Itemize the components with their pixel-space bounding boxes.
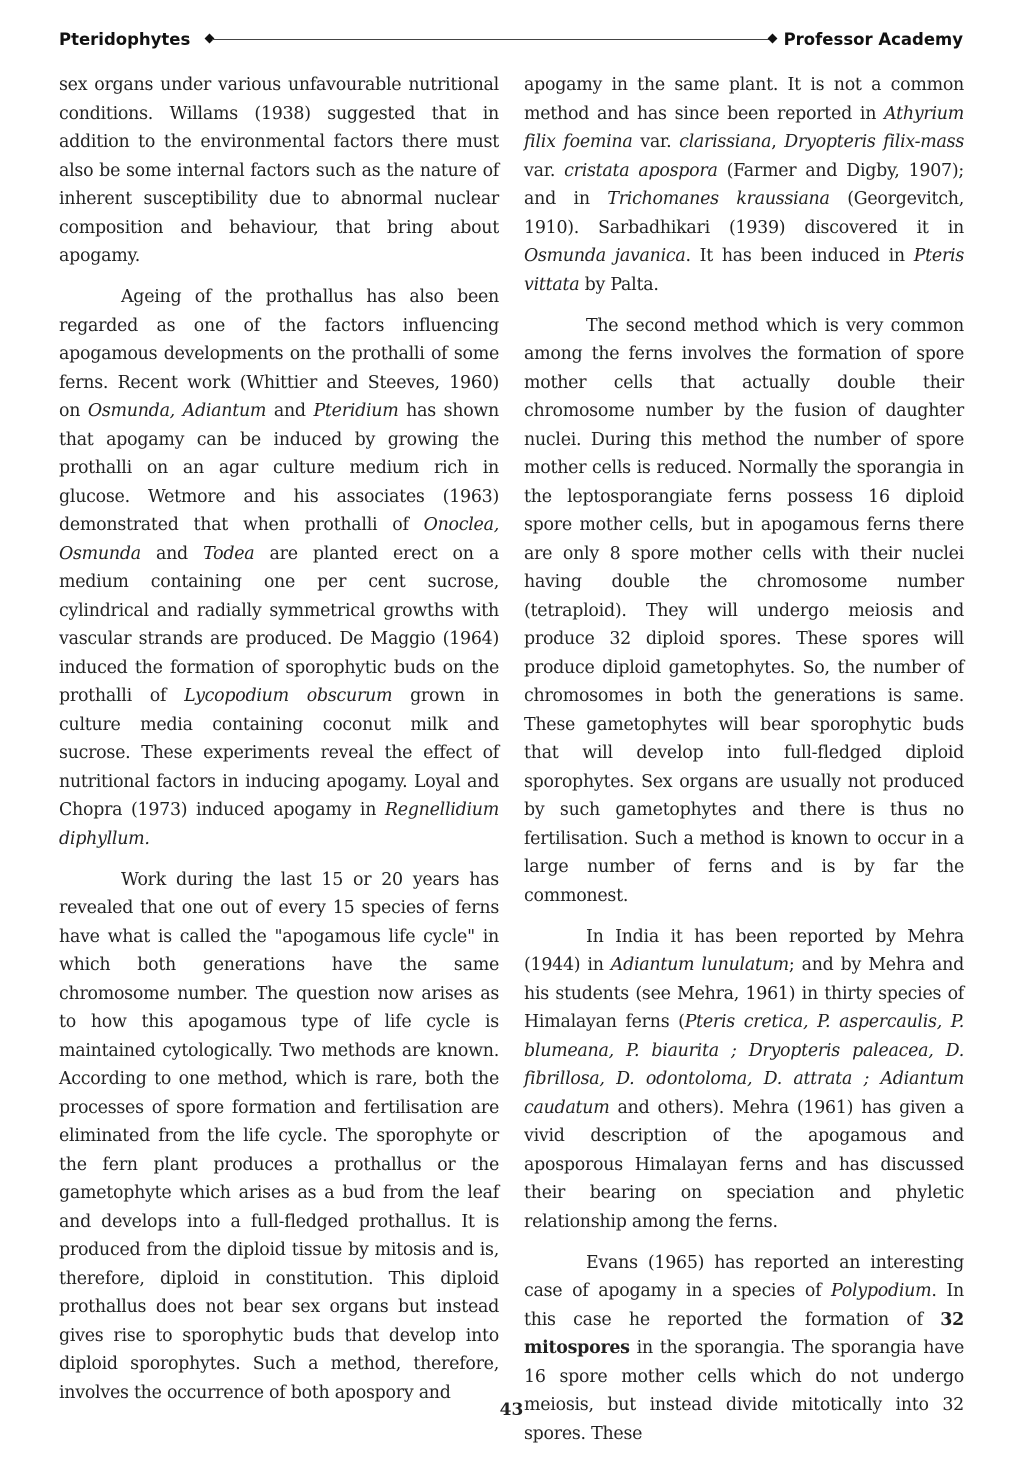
header-right-title: Professor Academy xyxy=(783,29,963,49)
text-run: grown in culture media containing coconut milk and sucrose. These experiments reveal the effect of nutritional factors in inducing apogamy. Loyal and Chopra (1973) induced apogamy in xyxy=(59,686,500,820)
bold-text: 32 mitospores xyxy=(524,1309,964,1358)
text-run: Evans (1965) has reported an interesting case of apogamy in a species of xyxy=(524,1252,964,1301)
italic-text: Osmunda javanica xyxy=(524,246,686,266)
paragraph xyxy=(524,71,964,299)
header-divider xyxy=(212,39,769,40)
text-run: var. xyxy=(632,132,680,152)
running-header xyxy=(59,26,963,52)
italic-text: cristata apospora xyxy=(564,160,718,181)
text-run: (Farmer and Digby, 1907); and in xyxy=(524,160,964,209)
italic-text: Polypodium xyxy=(831,1281,932,1301)
italic-text: Osmunda, Adiantum xyxy=(87,401,267,421)
text-run: . It has been induced in xyxy=(685,246,914,266)
text-run: (Georgevitch, 1910). Sarbadhikari (1939) discovered it in xyxy=(524,189,964,238)
italic-text: Trichomanes kraussiana xyxy=(607,189,830,209)
italic-text: Onoclea, Osmunda xyxy=(59,515,499,564)
paragraph xyxy=(524,312,964,911)
text-run: has shown that apogamy can be induced by growing the prothalli on an agar culture medium rich in glucose. Wetmore and his associates (1963) demonstrated that when prothalli of xyxy=(59,401,500,535)
italic-text: clarissiana xyxy=(679,132,772,152)
text-run: Work during the last 15 or 20 years has revealed that one out of every 15 species of ferns have what is called the "apogamous life cycle" in which both generations have the same chromosome number. The question now arises as to how this apogamous type of life cycle is maintained cytologically. Two methods are known. According to one method, which is rare, both the processes of spore formation and fertilisation are eliminated from the life cycle. The sporophyte or the fern plant produces a prothallus or the gametophyte which arises as a bud from the leaf and develops into a full-fledged prothallus. It is produced from the diploid tissue by mitosis and is, therefore, diploid in constitution. This diploid prothallus does not bear sex organs but instead gives rise to sporophytic buds that develop into diploid sporophytes. Such a method, therefore, involves the occurrence of both apospory and xyxy=(59,869,499,1403)
text-run: , xyxy=(771,132,785,152)
text-run: are planted erect on a medium containing one per cent sucrose, cylindrical and radially symmetrical growths with vascular strands are produced. De Maggio (1964) induced the formation of sporophytic buds on the prothalli of xyxy=(59,543,499,706)
italic-text: Adiantum lunulatum xyxy=(610,955,789,975)
left-text-column xyxy=(59,71,499,1420)
italic-text: Athyrium filix foemina xyxy=(524,103,964,152)
right-text-column xyxy=(524,71,964,1461)
italic-text: Regnellidium diphyllum. xyxy=(59,800,499,849)
text-run: var. xyxy=(524,160,565,181)
text-run: and xyxy=(266,401,314,421)
text-run: in the sporangia. The sporangia have 16 spore mother cells which do not undergo meiosis, but instead divide mitotically into 32 spores. These xyxy=(524,1338,964,1444)
paragraph xyxy=(59,866,499,1408)
italic-text: Todea xyxy=(203,543,255,564)
paragraph xyxy=(59,283,499,853)
italic-text: Lycopodium obscurum xyxy=(184,686,393,706)
paragraph xyxy=(524,923,964,1237)
text-run: The second method which is very common among the ferns involves the formation of spore mother cells that actually double their chromosome number by the fusion of daughter nuclei. During this method the number of spore mother cells is reduced. Normally the sporangia in the leptosporangiate ferns possess 16 diploid spore mother cells, but in apogamous ferns there are only 8 spore mother cells with their nuclei having double the chromosome number (tetraploid). They will undergo meiosis and produce 32 diploid spores. These spores will produce diploid gametophytes. So, the number of chromosomes in both the generations is same. These gametophytes will bear sporophytic buds that will develop into full-fledged diploid sporophytes. Sex organs are usually not produced by such gametophytes and there is thus no fertilisation. Such a method is known to occur in a large number of ferns and is by far the commonest. xyxy=(524,315,964,906)
paragraph xyxy=(59,71,499,271)
italic-text: Dryopteris filix-mass xyxy=(784,132,965,152)
diamond-icon xyxy=(767,34,777,44)
text-run: apogamy in the same plant. It is not a common method and has since been reported in xyxy=(524,75,964,124)
text-run: ; and by Mehra and his students (see Mehra, 1961) in thirty species of Himalayan ferns ( xyxy=(524,955,964,1032)
text-run: . In this case he reported the formation of xyxy=(524,1281,964,1330)
italic-text: Pteridium xyxy=(313,401,399,421)
italic-text: Pteris cretica, P. aspercaulis, P. blumeana, P. biaurita ; Dryopteris paleacea, D. fibrillosa, D. odontoloma, D. attrata ; Adiantum caudatum xyxy=(524,1012,965,1118)
page-number: 43 xyxy=(499,1400,524,1420)
text-run: In India it has been reported by Mehra (1944) in xyxy=(524,926,964,975)
header-left-title: Pteridophytes xyxy=(59,29,191,49)
text-run: and xyxy=(140,543,204,564)
text-run: by Palta. xyxy=(579,274,659,295)
text-run: Ageing of the prothallus has also been regarded as one of the factors influencing apogamous developments on the prothalli of some ferns. Recent work (Whittier and Steeves, 1960) on xyxy=(59,287,499,421)
header-rule xyxy=(206,32,775,46)
italic-text: Pteris vittata xyxy=(524,246,965,295)
text-run: and others). Mehra (1961) has given a vivid description of the apogamous and aposporous Himalayan ferns and has discussed their bearing on speciation and phyletic relationship among the ferns. xyxy=(524,1097,964,1232)
text-run: sex organs under various unfavourable nutritional conditions. Willams (1938) suggested that in addition to the environmental factors there must also be some internal factors such as the nature of inherent susceptibility due to abnormal nuclear composition and behaviour, that bring about apogamy. xyxy=(59,75,499,266)
